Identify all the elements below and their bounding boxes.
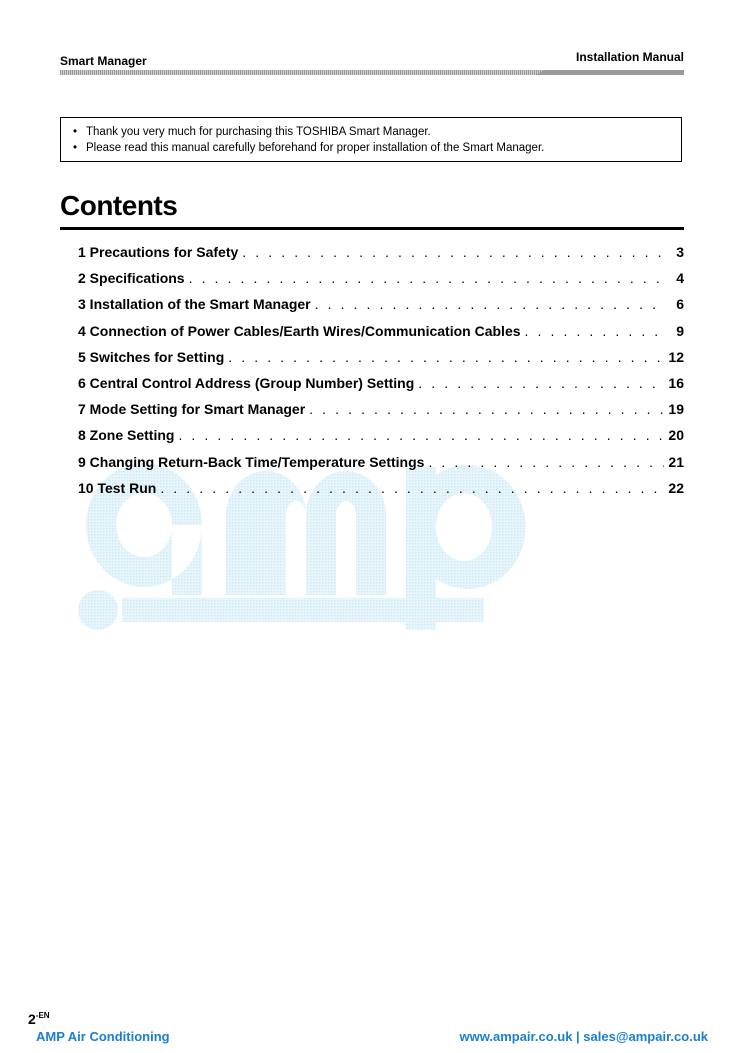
toc-dot-leader bbox=[418, 373, 664, 393]
toc-entry-title: 5 Switches for Setting bbox=[78, 348, 225, 365]
toc-entry[interactable] bbox=[78, 268, 684, 294]
header-doc-title: Smart Manager bbox=[60, 54, 147, 68]
toc-entry-page: 4 bbox=[676, 270, 684, 287]
toc-dot-leader bbox=[178, 425, 664, 445]
notice-item: • Thank you very much for purchasing this TOSHIBA Smart Manager. bbox=[73, 124, 671, 140]
toc-entry[interactable] bbox=[78, 478, 684, 504]
toc-entry-page: 9 bbox=[676, 322, 684, 339]
page-number bbox=[28, 1011, 50, 1027]
contents-underline bbox=[60, 227, 684, 230]
toc-entry-title: 6 Central Control Address (Group Number) Setting bbox=[78, 374, 415, 391]
header-manual-type: Installation Manual bbox=[575, 50, 684, 64]
footer-contact[interactable]: www.ampair.co.uk | sales@ampair.co.uk bbox=[459, 1029, 708, 1044]
toc-entry-page: 21 bbox=[668, 453, 684, 470]
toc-dot-leader bbox=[315, 294, 666, 314]
toc-dot-leader bbox=[309, 399, 664, 419]
toc-entry-title: 7 Mode Setting for Smart Manager bbox=[78, 401, 306, 418]
toc-dot-leader bbox=[228, 347, 664, 367]
toc-entry[interactable] bbox=[78, 373, 684, 399]
toc-entry-page: 16 bbox=[668, 374, 684, 391]
toc-dot-leader bbox=[525, 321, 666, 341]
toc-entry[interactable] bbox=[78, 321, 684, 347]
toc-entry-title: 8 Zone Setting bbox=[78, 427, 175, 444]
toc-entry-page: 22 bbox=[668, 479, 684, 496]
header-divider-accent bbox=[536, 70, 684, 75]
contents-heading: Contents bbox=[60, 190, 178, 221]
footer-company-name: AMP Air Conditioning bbox=[36, 1029, 170, 1044]
notice-item: • Please read this manual carefully beforehand for proper installation of the Smart Manager. bbox=[73, 140, 671, 156]
toc-dot-leader bbox=[242, 242, 666, 262]
toc-dot-leader bbox=[428, 452, 664, 472]
toc-dot-leader bbox=[189, 268, 666, 288]
toc-entry-title: 10 Test Run bbox=[78, 479, 157, 496]
toc-entry[interactable] bbox=[78, 242, 684, 268]
toc-entry-page: 20 bbox=[668, 427, 684, 444]
toc-dot-leader bbox=[160, 478, 664, 498]
notice-box bbox=[60, 117, 682, 162]
page-number-suffix: -EN bbox=[35, 1011, 50, 1020]
toc-entry-page: 3 bbox=[676, 244, 684, 260]
toc-entry[interactable] bbox=[78, 399, 684, 425]
toc-entry-title: 3 Installation of the Smart Manager bbox=[78, 296, 311, 313]
toc-entry[interactable] bbox=[78, 452, 684, 478]
toc-entry-title: 9 Changing Return-Back Time/Temperature Settings bbox=[78, 453, 425, 470]
toc-entry-page: 6 bbox=[676, 296, 684, 313]
page-number-value: 2 bbox=[28, 1011, 36, 1027]
toc-entry-page: 12 bbox=[668, 348, 684, 365]
table-of-contents bbox=[78, 242, 684, 504]
toc-entry[interactable] bbox=[78, 425, 684, 451]
toc-entry[interactable] bbox=[78, 294, 684, 320]
toc-entry-title: 2 Specifications bbox=[78, 270, 185, 287]
toc-entry-title: 4 Connection of Power Cables/Earth Wires/Communication Cables bbox=[78, 322, 521, 339]
toc-entry-page: 19 bbox=[668, 401, 684, 418]
toc-entry-title: 1 Precautions for Safety bbox=[78, 244, 239, 260]
toc-entry[interactable] bbox=[78, 347, 684, 373]
